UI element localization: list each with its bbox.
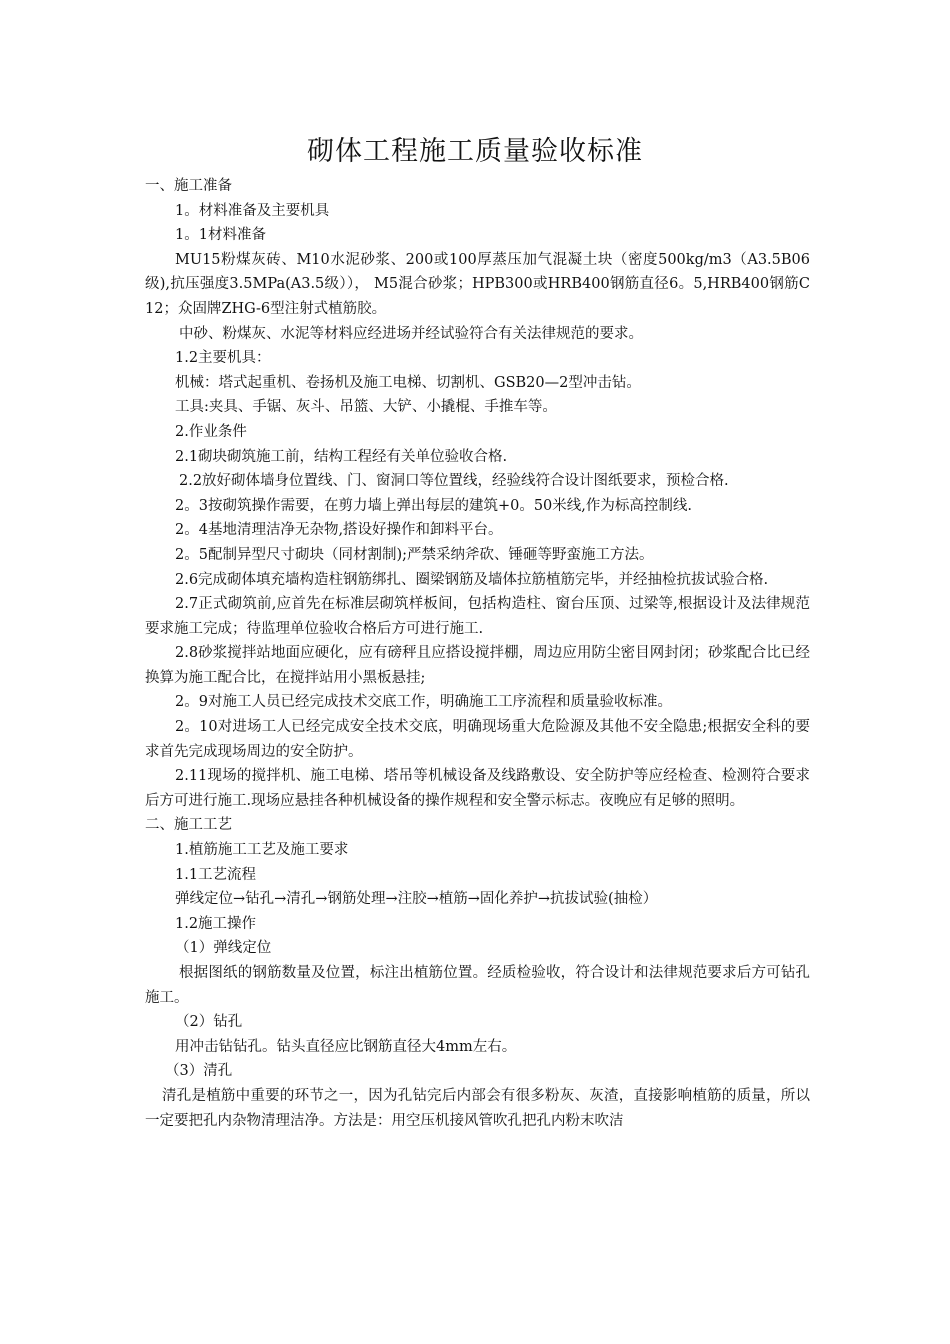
body-paragraph: 2。10对进场工人已经完成安全技术交底，明确现场重大危险源及其他不安全隐患;根据安全科的要求首先完成现场周边的安全防护。 [145, 719, 810, 760]
body-paragraph: 用冲击钻钻孔。钻头直径应比钢筋直径大4mm左右。 [175, 1038, 517, 1055]
body-paragraph: 2。4基地清理洁净无杂物,搭设好操作和卸料平台。 [175, 522, 503, 539]
subsection-heading: 1。材料准备及主要机具 [175, 202, 330, 219]
step-heading: （1）弹线定位 [175, 940, 272, 957]
step-heading: （2）钻孔 [175, 1014, 243, 1031]
subsection-heading: 1.植筋施工工艺及施工要求 [175, 842, 349, 859]
section-heading: 二、施工工艺 [145, 817, 232, 834]
body-paragraph: 2.11现场的搅拌机、施工电梯、塔吊等机械设备及线路敷设、安全防护等应经检查、检测符合要求后方可进行施工.现场应悬挂各种机械设备的操作规程和安全警示标志。夜晚应有足够的照明。 [145, 768, 810, 809]
subsection-heading: 1.2主要机具： [175, 350, 271, 367]
subsection-heading: 2.作业条件 [175, 423, 247, 440]
document-body [145, 174, 810, 1133]
subsection-heading: 1.2施工操作 [175, 915, 257, 932]
body-paragraph: 弹线定位→钻孔→清孔→钢筋处理→注胶→植筋→固化养护→抗拔试验(抽检） [175, 891, 658, 908]
body-paragraph: 2。3按砌筑操作需要，在剪力墙上弹出每层的建筑+0。50米线,作为标高控制线. [175, 497, 692, 514]
body-paragraph: 2.2放好砌体墙身位置线、门、窗洞口等位置线，经验线符合设计图纸要求，预检合格. [179, 473, 729, 490]
body-paragraph: 2。9对施工人员已经完成技术交底工作，明确施工工序流程和质量验收标准。 [175, 694, 672, 711]
step-heading: （3）清孔 [165, 1063, 233, 1080]
body-paragraph: 2.1砌块砌筑施工前，结构工程经有关单位验收合格. [175, 448, 508, 465]
body-paragraph: 2。5配制异型尺寸砌块（同材割制);严禁采纳斧砍、锤砸等野蛮施工方法。 [175, 546, 654, 563]
body-paragraph: 2.7正式砌筑前,应首先在标准层砌筑样板间，包括构造柱、窗台压顶、过梁等,根据设计及法律规范要求施工完成；待监理单位验收合格后方可进行施工. [145, 596, 810, 637]
body-paragraph: 清孔是植筋中重要的环节之一，因为孔钻完后内部会有很多粉灰、灰渣，直接影响植筋的质量，所以一定要把孔内杂物清理洁净。方法是：用空压机接风管吹孔把孔内粉末吹洁 [145, 1087, 810, 1129]
body-paragraph: 中砂、粉煤灰、水泥等材料应经进场并经试验符合有关法律规范的要求。 [179, 325, 643, 342]
section-heading: 一、施工准备 [145, 178, 232, 194]
subsection-heading: 1。1材料准备 [175, 227, 266, 244]
document-title: 砌体工程施工质量验收标准 [307, 136, 643, 167]
body-paragraph: 机械：塔式起重机、卷扬机及施工电梯、切割机、GSB20—2型冲击钻。 [175, 374, 641, 391]
body-paragraph: 工具:夹具、手锯、灰斗、吊篮、大铲、小撬棍、手推车等。 [175, 399, 557, 416]
body-paragraph: 根据图纸的钢筋数量及位置，标注出植筋位置。经质检验收，符合设计和法律规范要求后方可钻孔施工。 [145, 965, 810, 1006]
body-paragraph: MU15粉煤灰砖、M10水泥砂浆、200或100厚蒸压加气混凝土块（密度500kg/m3（A3.5B06级),抗压强度3.5MPa(A3.5级））， M5混合砂浆；HPB300或HRB400钢筋直径6。5,HRB400钢筋C12；众固牌ZHG-6型注射式植筋胶。 [145, 251, 810, 317]
subsection-heading: 1.1工艺流程 [175, 866, 257, 883]
body-paragraph: 2.6完成砌体填充墙构造柱钢筋绑扎、圈梁钢筋及墙体拉筋植筋完毕，并经抽检抗拔试验合格. [175, 571, 769, 588]
body-paragraph: 2.8砂浆搅拌站地面应硬化，应有磅秤且应搭设搅拌棚，周边应用防尘密目网封闭；砂浆配合比已经换算为施工配合比，在搅拌站用小黑板悬挂; [145, 645, 810, 686]
